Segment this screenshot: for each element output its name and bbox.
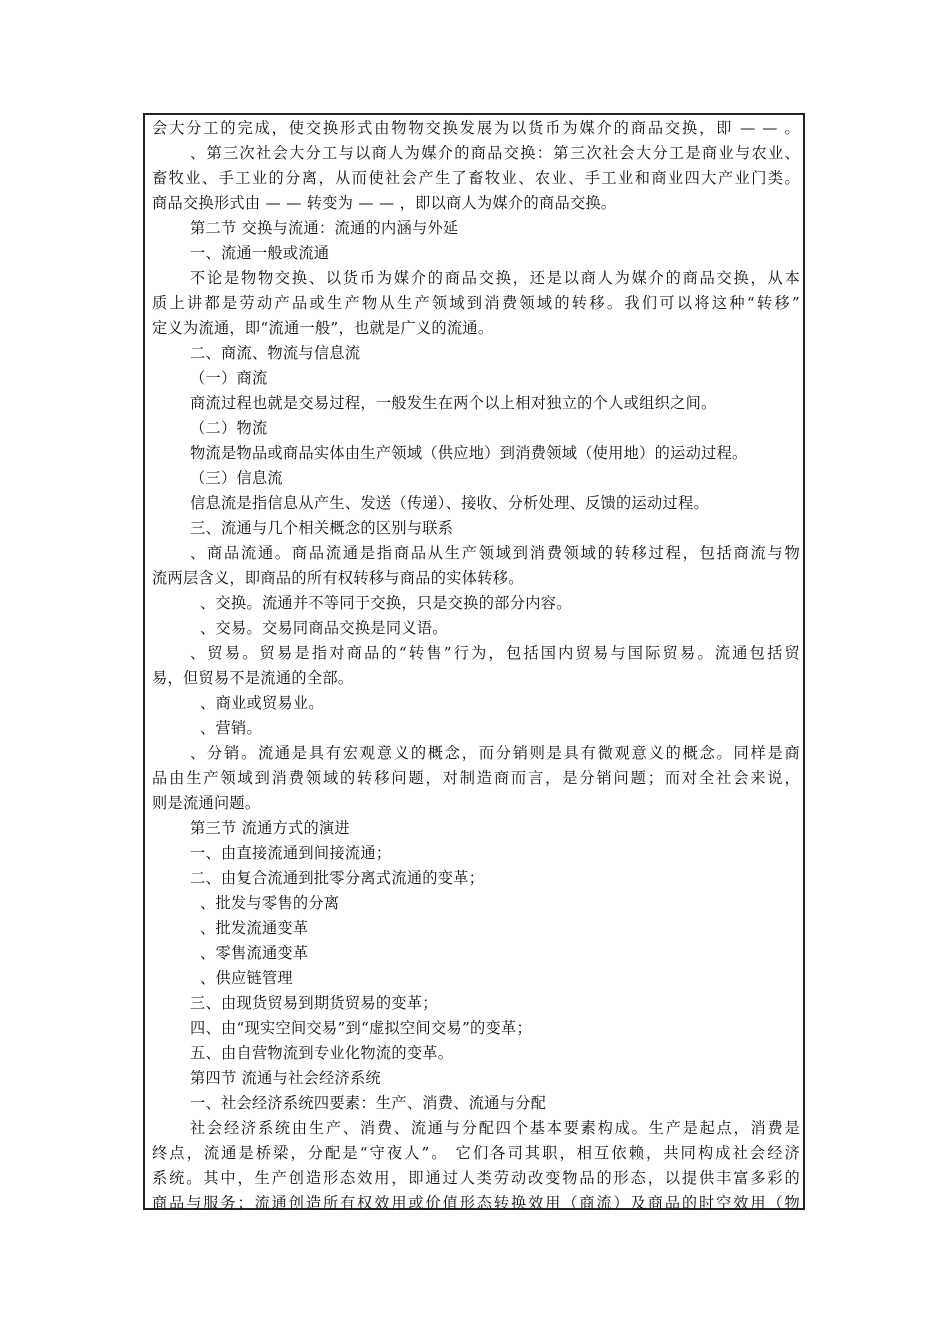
subsection-heading: （三）信息流 bbox=[190, 469, 283, 487]
text-line: 流两层含义，即商品的所有权转移与商品的实体转移。 bbox=[152, 569, 524, 587]
text-line: 商流过程也就是交易过程，一般发生在两个以上相对独立的个人或组织之间。 bbox=[190, 394, 717, 412]
section-heading: 第二节 交换与流通：流通的内涵与外延 bbox=[190, 219, 459, 237]
text-line: 质上讲都是劳动产品或生产物从生产领域到消费领域的转移。我们可以将这种“转移” bbox=[152, 294, 800, 312]
subsection-heading: 一、社会经济系统四要素：生产、消费、流通与分配 bbox=[190, 1094, 547, 1112]
subsection-heading: 三、流通与几个相关概念的区别与联系 bbox=[190, 519, 454, 537]
text-line: 、贸易。贸易是指对商品的“转售”行为，包括国内贸易与国际贸易。流通包括贸 bbox=[190, 644, 800, 662]
text-line: 社会经济系统由生产、消费、流通与分配四个基本要素构成。生产是起点，消费是 bbox=[190, 1119, 800, 1137]
list-item: 、零售流通变革 bbox=[200, 944, 309, 962]
list-item: 、批发流通变革 bbox=[200, 919, 309, 937]
section-heading: 第四节 流通与社会经济系统 bbox=[190, 1069, 381, 1087]
text-line: 定义为流通，即“流通一般”，也就是广义的流通。 bbox=[152, 319, 494, 337]
text-line: 、营销。 bbox=[200, 719, 262, 737]
text-line: 、商业或贸易业。 bbox=[200, 694, 324, 712]
text-line: 物流是物品或商品实体由生产领域（供应地）到消费领域（使用地）的运动过程。 bbox=[190, 444, 748, 462]
text-line: 系统。其中，生产创造形态效用，即通过人类劳动改变物品的形态，以提供丰富多彩的 bbox=[152, 1169, 800, 1187]
text-line: 会大分工的完成，使交换形式由物物交换发展为以货币为媒介的商品交换，即 — — 。 bbox=[152, 119, 800, 137]
section-heading: 第三节 流通方式的演进 bbox=[190, 819, 351, 837]
text-line: 、第三次社会大分工与以商人为媒介的商品交换：第三次社会大分工是商业与农业、 bbox=[190, 144, 800, 162]
subsection-heading: 一、由直接流通到间接流通； bbox=[190, 844, 392, 862]
text-line: 畜牧业、手工业的分离，从而使社会产生了畜牧业、农业、手工业和商业四大产业门类。 bbox=[152, 169, 800, 187]
text-line: 、交换。流通并不等同于交换，只是交换的部分内容。 bbox=[200, 594, 572, 612]
subsection-heading: 一、流通一般或流通 bbox=[190, 244, 330, 262]
text-line: 商品交换形式由 — — 转变为 — — ，即以商人为媒介的商品交换。 bbox=[152, 194, 617, 212]
text-line: 、分销。流通是具有宏观意义的概念，而分销则是具有微观意义的概念。同样是商 bbox=[190, 744, 800, 762]
text-line: 品由生产领域到消费领域的转移问题，对制造商而言，是分销问题；而对全社会来说， bbox=[152, 769, 800, 787]
subsection-heading: 三、由现货贸易到期货贸易的变革； bbox=[190, 994, 438, 1012]
text-line: 不论是物物交换、以货币为媒介的商品交换，还是以商人为媒介的商品交换，从本 bbox=[190, 269, 800, 287]
subsection-heading: （二）物流 bbox=[190, 419, 268, 437]
text-line: 则是流通问题。 bbox=[152, 794, 261, 812]
subsection-heading: 五、由自营物流到专业化物流的变革。 bbox=[190, 1044, 454, 1062]
text-line: 终点，流通是桥梁，分配是“守夜人”。 它们各司其职，相互依赖，共同构成社会经济 bbox=[152, 1144, 800, 1162]
list-item: 、批发与零售的分离 bbox=[200, 894, 340, 912]
subsection-heading: 二、由复合流通到批零分离式流通的变革； bbox=[190, 869, 485, 887]
text-line: 、交易。交易同商品交换是同义语。 bbox=[200, 619, 448, 637]
list-item: 、供应链管理 bbox=[200, 969, 293, 987]
document-body bbox=[152, 116, 800, 1216]
text-line: 商品与服务；流通创造所有权效用或价值形态转换效用（商流）及商品的时空效用（物 bbox=[152, 1194, 800, 1212]
text-line: 易，但贸易不是流通的全部。 bbox=[152, 669, 354, 687]
text-line: 、商品流通。商品流通是指商品从生产领域到消费领域的转移过程，包括商流与物 bbox=[190, 544, 800, 562]
subsection-heading: （一）商流 bbox=[190, 369, 268, 387]
subsection-heading: 二、商流、物流与信息流 bbox=[190, 344, 361, 362]
text-line: 信息流是指信息从产生、发送（传递）、接收、分析处理、反馈的运动过程。 bbox=[190, 494, 709, 512]
subsection-heading: 四、由“现实空间交易”到“虚拟空间交易”的变革； bbox=[190, 1019, 533, 1037]
